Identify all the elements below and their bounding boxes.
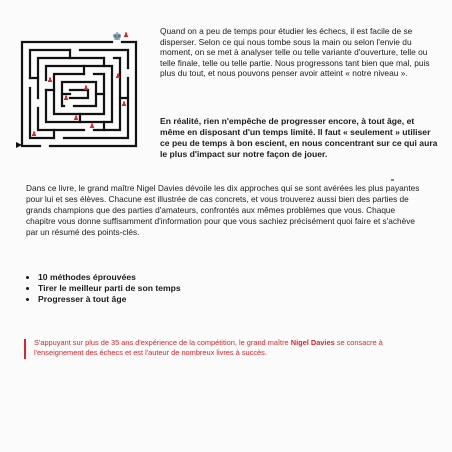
accent-bar [24, 339, 26, 359]
author-bio [34, 338, 434, 359]
svg-text:♟: ♟ [88, 122, 96, 130]
feature-list [26, 272, 181, 306]
list-item: • Tirer le meilleur parti de son temps [38, 283, 181, 294]
author-bio-text-end: se consacre à l'enseignement des échecs et est l'auteur de nombreux livres à succès. [34, 338, 383, 358]
list-item: • 10 méthodes éprouvées [38, 272, 181, 283]
print-mark [391, 179, 394, 181]
main-paragraph: Dans ce livre, le grand maître Nigel Davies dévoile les dix approches qui se sont avérées les plus payantes pour lui et ses élèves. Chacune est illustrée de cas concrets, et vous trouverez aussi bien des parties de grands champions que des parties d'amateurs, confrontés aux mêmes problèmes que vous. Chaque chapitre vous donne suffisamment d'information pour que vous sachiez précisément quoi faire et s'achève par un résumé des points-clés. [26, 183, 420, 237]
list-item: • Progresser à tout âge [38, 294, 181, 305]
svg-text:♟: ♟ [62, 94, 70, 102]
chess-king-icon [112, 30, 122, 43]
svg-text:♟: ♟ [46, 76, 54, 84]
svg-text:♟: ♟ [120, 100, 128, 108]
author-bio-text: S'appuyant sur plus de 35 ans d'expérience de la compétition, le grand maître [34, 338, 291, 347]
author-name: Nigel Davies [290, 338, 335, 347]
intro-paragraph: Quand on a peu de temps pour étudier les échecs, il est facile de se disperser. Selon ce qui nous tombe sous la main ou selon l'envie du moment, on se met à analyser telle ou telle variante d'ouverture, telle ou telle finale, telle ou telle partie. Nous progressons tant bien que mal, puis plus du tout, et nous pouvons penser avoir atteint « notre niveau ». [160, 26, 430, 79]
svg-text:♟: ♟ [82, 84, 90, 92]
svg-text:♟: ♟ [72, 114, 80, 122]
svg-text:♟: ♟ [122, 31, 130, 39]
emphasis-paragraph: En réalité, rien n'empêche de progresser encore, à tout âge, et même en disposant d'un temps limité. Il faut « seulement » utiliser ce peu de temps à bon escient, en nous concentrant sur ce qui aura le plus d'impact sur notre façon de jouer. [160, 116, 438, 159]
svg-text:♚: ♚ [112, 30, 122, 43]
svg-text:♟: ♟ [114, 72, 122, 80]
chess-maze-illustration [14, 28, 144, 153]
svg-text:♟: ♟ [30, 130, 38, 138]
